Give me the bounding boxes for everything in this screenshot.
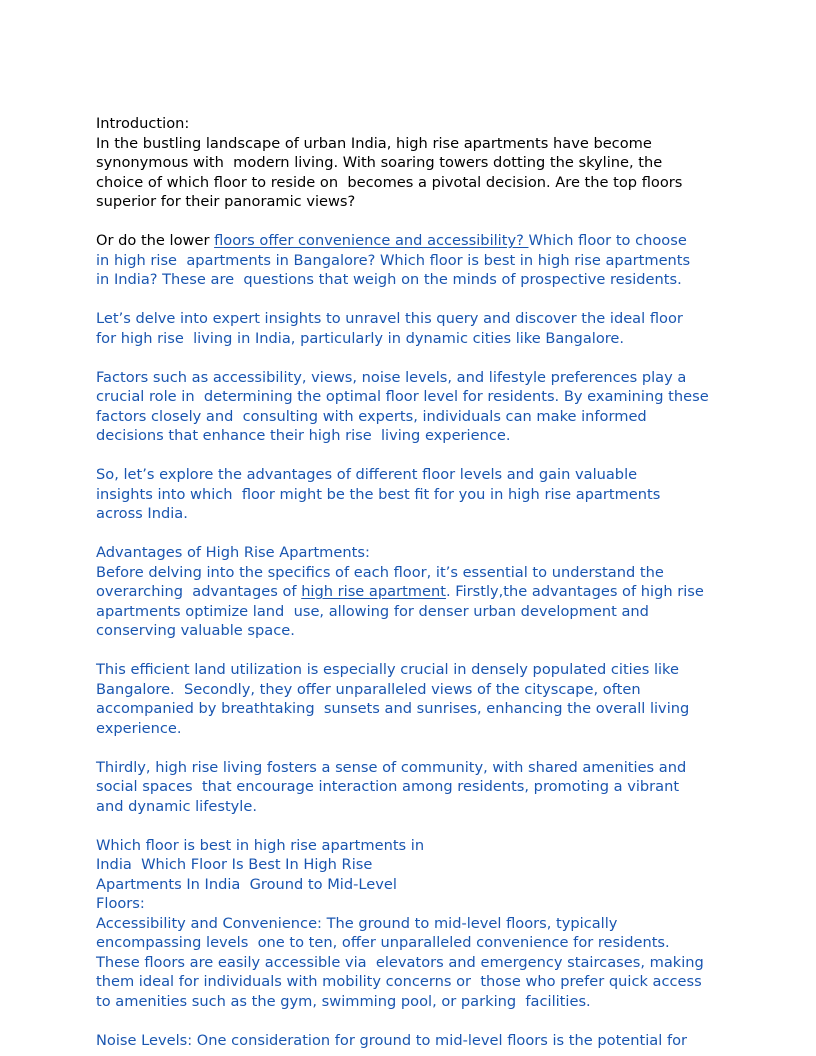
document-body [96,114,736,1050]
p8-line: and dynamic lifestyle. [96,797,257,815]
p5-line: So, let’s explore the advantages of different floor levels and gain valuable [96,466,638,483]
p9-line: Accessibility and Convenience: The ground to mid-level floors, typically [96,914,618,932]
p9-line: Which floor is best in high rise apartments in [96,836,425,854]
p5-line: insights into which floor might be the best fit for you in high rise apartments [96,485,661,503]
p9-line: Apartments In India Ground to Mid-Level [96,875,397,893]
intro-line: superior for their panoramic views? [96,193,356,210]
p8-line: social spaces that encourage interaction among residents, promoting a vibrant [96,778,680,795]
p6-line: Before delving into the specifics of each floor, it’s essential to understand the [96,563,664,581]
p10-line: Noise Levels: One consideration for ground to mid-level floors is the potential for [96,1031,688,1049]
p4-line: crucial role in determining the optimal floor level for residents. By examining these [96,388,709,405]
p9-line: These floors are easily accessible via elevators and emergency staircases, making [96,953,704,971]
paragraph-gap [96,816,736,836]
p8-line: Thirdly, high rise living fosters a sense of community, with shared amenities and [96,758,687,776]
p9-line: them ideal for individuals with mobility concerns or those who prefer quick access [96,973,702,990]
p6-line: conserving valuable space. [96,622,295,639]
p9-line: India Which Floor Is Best In High Rise [96,856,373,873]
p7-line: experience. [96,719,182,737]
p6-line-2 [96,582,736,602]
p7-line: Bangalore. Secondly, they offer unparalleled views of the cityscape, often [96,680,641,698]
p7-line: accompanied by breathtaking sunsets and sunrises, enhancing the overall living [96,700,690,717]
advantages-heading: Advantages of High Rise Apartments: [96,544,370,561]
p6-line: apartments optimize land use, allowing for denser urban development and [96,602,649,620]
high-rise-apartment-link[interactable]: high rise apartment [301,583,446,600]
p4-line: decisions that enhance their high rise living experience. [96,427,511,444]
p3-line: for high rise living in India, particularly in dynamic cities like Bangalore. [96,329,625,347]
intro-line: In the bustling landscape of urban India, high rise apartments have become [96,134,652,152]
paragraph-gap [96,212,736,232]
p2-rest: Which floor to choose [528,232,687,249]
paragraph-gap [96,446,736,466]
paragraph-gap [96,738,736,758]
paragraph-gap [96,348,736,368]
p5-line: across India. [96,505,188,522]
p4-line: factors closely and consulting with experts, individuals can make informed [96,407,647,425]
accessibility-link[interactable]: floors offer convenience and accessibility? [214,232,529,249]
p9-line: to amenities such as the gym, swimming pool, or parking facilities. [96,992,591,1010]
paragraph-gap [96,524,736,544]
p2-line: in India? These are questions that weigh on the minds of prospective residents. [96,271,682,288]
intro-line: synonymous with modern living. With soaring towers dotting the skyline, the [96,154,663,171]
paragraph-gap [96,1011,736,1031]
p3-line: Let’s delve into expert insights to unravel this query and discover the ideal floor [96,310,683,327]
p4-line: Factors such as accessibility, views, noise levels, and lifestyle preferences play a [96,368,687,386]
p2-line-1 [96,231,736,251]
p6-prefix: overarching advantages of [96,583,302,600]
p2-line: in high rise apartments in Bangalore? Which floor is best in high rise apartments [96,251,691,269]
p6-rest: . Firstly,the advantages of high rise [445,583,704,600]
p2-prefix: Or do the lower [96,232,215,249]
p9-line: Floors: [96,895,145,912]
p9-line: encompassing levels one to ten, offer unparalleled convenience for residents. [96,934,670,951]
intro-heading: Introduction: [96,115,190,132]
intro-line: choice of which floor to reside on becomes a pivotal decision. Are the top floors [96,173,683,191]
paragraph-gap [96,641,736,661]
p7-line: This efficient land utilization is especially crucial in densely populated cities like [96,661,679,678]
paragraph-gap [96,290,736,310]
